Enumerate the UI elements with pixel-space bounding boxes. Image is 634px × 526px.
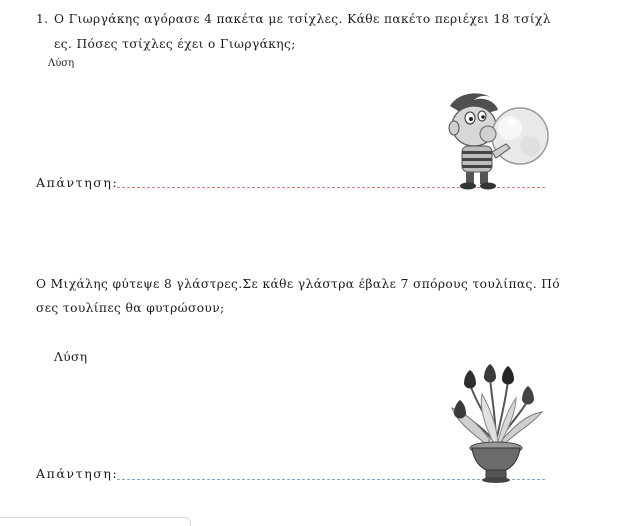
problem-2-answer-label: Απάντηση: <box>36 466 119 481</box>
problem-1-answer-label: Απάντηση: <box>36 175 119 190</box>
problem-1-text-line-1: Ο Γιωργάκης αγόρασε 4 πακέτα με τσίχλες. Κάθε πακέτο περιέχει 18 τσίχλ <box>54 12 551 26</box>
problem-2-solution-label: Λύση <box>54 350 88 364</box>
problem-2-text-line-1: Ο Μιχάλης φύτεψε 8 γλάστρες.Σε κάθε γλάστρα έβαλε 7 σπόρους τουλίπας. Πό <box>36 277 561 291</box>
problem-2-text-line-2: σες τουλίπες θα φυτρώσουν; <box>36 301 225 315</box>
problem-1-solution-label: Λύση <box>48 58 75 69</box>
page-bottom-edge <box>0 517 191 526</box>
tulips-in-pot-image <box>446 364 546 484</box>
boy-blowing-gum-bubble-image <box>440 88 552 190</box>
problem-1-text-line-2: ες. Πόσες τσίχλες έχει ο Γιωργάκης; <box>54 37 296 51</box>
problem-1-number: 1. <box>36 12 49 26</box>
